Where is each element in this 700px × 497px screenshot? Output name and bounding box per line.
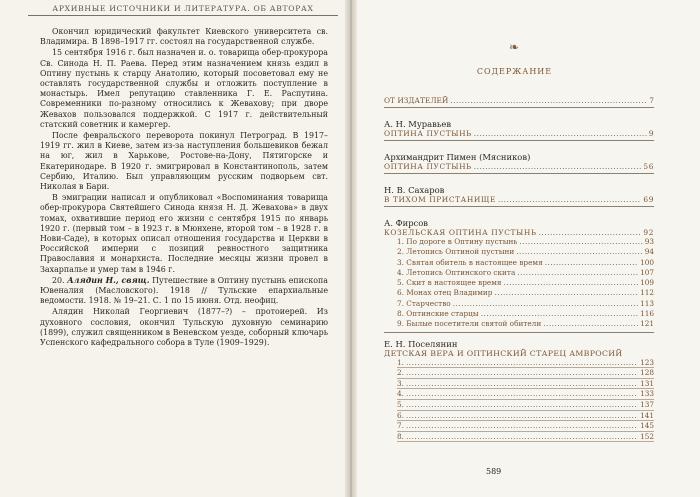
toc-page: 128 — [640, 368, 654, 378]
toc-label: 7. Старчество — [397, 298, 451, 308]
toc-leader — [406, 389, 638, 399]
toc-leader — [516, 247, 642, 257]
toc-label: 2. Летопись Оптиной пустыни — [397, 247, 515, 257]
toc-label: 5. — [397, 400, 404, 410]
bib-number: 20. — [52, 275, 65, 285]
toc-entry-from-publishers — [384, 96, 654, 105]
toc-subentry — [397, 389, 654, 400]
body-paragraph: Алядин Николай Георгиевич (1877–?) – протоиерей. Из духовного сословия, окончил Тульскую духовную семинарию (1899), служил священником в Веневском уезде, соборный ключарь Успенского кафедрального собора в Туле (1909–1929). — [40, 307, 328, 348]
toc-page: 152 — [640, 431, 654, 441]
contents-title: СОДЕРЖАНИЕ — [476, 67, 553, 76]
section-author: Н. В. Сахаров — [384, 185, 445, 195]
toc-label: ОПТИНА ПУСТЫНЬ — [384, 162, 472, 171]
toc-subentry — [397, 358, 654, 369]
toc-page: 107 — [640, 267, 654, 277]
toc-leader — [406, 411, 638, 421]
toc-page: 94 — [644, 247, 654, 257]
toc-subentry — [397, 411, 654, 422]
table-of-contents — [384, 96, 654, 442]
toc-subentry — [397, 247, 654, 257]
toc-leader — [498, 195, 641, 204]
toc-entry — [384, 195, 654, 204]
toc-page: 113 — [640, 298, 654, 308]
toc-subentry — [397, 400, 654, 411]
toc-subentry — [397, 268, 654, 278]
running-head: АРХИВНЫЕ ИСТОЧНИКИ И ЛИТЕРАТУРА. ОБ АВТОРАХ — [28, 4, 338, 16]
toc-leader — [504, 278, 639, 288]
toc-page: 69 — [643, 195, 654, 204]
toc-leader — [519, 237, 642, 247]
body-paragraph: Окончил юридический факультет Киевского университета св. Владимира. В 1898–1917 гг. состоял на государственной службе. — [40, 27, 328, 47]
toc-page: 141 — [640, 410, 654, 420]
section-author: А. Н. Муравьев — [384, 119, 452, 129]
divider — [384, 332, 654, 333]
toc-page: 7 — [649, 96, 654, 105]
toc-label: 2. — [397, 368, 404, 378]
toc-label: 1. — [397, 357, 404, 367]
body-paragraph: 15 сентября 1916 г. был назначен и. о. товарища обер-прокурора Св. Синода Н. П. Раева. Перед этим назначением князь ездил в Оптину пустынь к старцу Анатолию, который посоветовал ему не оставлять государственной службы и отложить поступление в монастырь. Имел репутацию ставленника Г. Е. Распутина. Современники по-разному относились к Жевахову; при дворе Жевахов пользовался поддержкой. С 1917 г. действительный статский советник и камергер. — [40, 48, 328, 129]
toc-subentry — [397, 278, 654, 288]
toc-page: 109 — [640, 278, 654, 288]
toc-section-poselyanin — [384, 339, 654, 443]
toc-page: 137 — [640, 400, 654, 410]
toc-leader — [543, 319, 638, 329]
toc-subentry — [397, 421, 654, 432]
toc-label: В ТИХОМ ПРИСТАНИЩЕ — [384, 195, 496, 204]
toc-subentry — [397, 368, 654, 379]
toc-subentry — [397, 319, 654, 329]
toc-leader — [545, 258, 638, 268]
fleuron-ornament-icon: ❧ — [509, 40, 520, 54]
toc-leader — [453, 299, 638, 309]
page-number: 589 — [486, 467, 502, 476]
toc-label: ОПТИНА ПУСТЫНЬ — [384, 129, 472, 138]
toc-leader — [474, 162, 642, 171]
toc-section — [384, 185, 654, 207]
toc-section-title: ДЕТСКАЯ ВЕРА И ОПТИНСКИЙ СТАРЕЦ АМВРОСИЙ — [384, 348, 623, 358]
toc-subentry — [397, 432, 654, 443]
toc-label: 3. Святая обитель в настоящее время — [397, 257, 543, 267]
toc-label: 8. Оптинские старцы — [397, 309, 479, 319]
toc-subentry — [397, 299, 654, 309]
toc-leader — [539, 228, 642, 237]
toc-entry — [384, 162, 654, 171]
toc-subentries — [384, 358, 654, 443]
toc-page: 93 — [644, 237, 654, 246]
body-paragraph: В эмиграции написал и опубликовал «Воспоминания товарища обер-прокурора Святейшего Синода князя Н. Д. Жевахова» в двух томах, охватившие период его жизни с сентября 1915 по январь 1920 г. (первый том – в 1923 г. в Мюнхене, второй том – в 1928 г. в Нови-Саде), в которых описал отношения государства и Церкви в Российской империи с позиций ревностного защитника Православия и монархиста. Последние месяцы жизни провел в Захарпалье и умер там в 1946 г. — [40, 193, 328, 274]
toc-section — [384, 119, 654, 141]
toc-leader — [481, 309, 638, 319]
toc-label: ОТ ИЗДАТЕЛЕЙ — [384, 96, 449, 105]
toc-subentry — [397, 309, 654, 319]
toc-label: 4. Летопись Оптинского скита — [397, 267, 516, 277]
toc-leader — [406, 379, 638, 389]
toc-subentry — [397, 237, 654, 247]
toc-entry — [384, 228, 654, 237]
divider — [384, 173, 654, 174]
divider — [384, 107, 654, 108]
toc-leader — [474, 129, 647, 138]
toc-page: 100 — [640, 257, 654, 267]
toc-subentry — [397, 258, 654, 268]
toc-page: 112 — [640, 288, 654, 298]
toc-section — [384, 152, 654, 174]
toc-subentry — [397, 379, 654, 390]
book-gutter — [345, 0, 357, 497]
toc-page: 116 — [640, 309, 654, 319]
toc-page: 9 — [648, 129, 654, 138]
toc-label: 8. — [397, 431, 404, 441]
bibliography-entry — [40, 276, 328, 307]
toc-subentries — [384, 237, 654, 330]
toc-page: 131 — [640, 378, 654, 388]
toc-label: 9. Былые посетители святой обители — [397, 319, 542, 329]
toc-label: 7. — [397, 421, 404, 431]
toc-leader — [406, 400, 638, 410]
toc-leader — [406, 368, 638, 378]
toc-page: 123 — [640, 357, 654, 367]
toc-leader — [406, 421, 638, 431]
left-page — [0, 0, 345, 497]
toc-entry — [384, 129, 654, 138]
toc-label: 5. Скит в настоящее время — [397, 278, 502, 288]
toc-leader — [517, 268, 638, 278]
divider — [384, 140, 654, 141]
toc-page: 145 — [640, 421, 654, 431]
divider — [384, 206, 654, 207]
section-author: А. Фирсов — [384, 218, 429, 228]
toc-subentry — [397, 288, 654, 298]
toc-label: 6. Монах отец Владимир — [397, 288, 493, 298]
toc-leader — [406, 432, 638, 442]
toc-page: 56 — [643, 162, 654, 171]
toc-page: 121 — [640, 319, 654, 329]
toc-section-firsov — [384, 218, 654, 333]
toc-label: 1. По дороге в Оптину пустынь — [397, 237, 518, 246]
bib-author: Алядин Н., свящ. — [67, 275, 150, 285]
toc-label: 6. — [397, 410, 404, 420]
toc-label: КОЗЕЛЬСКАЯ ОПТИНА ПУСТЫНЬ — [384, 228, 537, 237]
left-page-body — [40, 27, 328, 349]
toc-page: 92 — [643, 228, 654, 237]
toc-leader — [406, 358, 638, 368]
toc-label: 4. — [397, 389, 404, 399]
bib-text: Путешествие в Оптину пустынь епископа Ювеналия (Масловского). 1918 // Тульские епархиальные ведомости. 1918. № 19–21. С. 1 по 15 июня. Отд. неофиц. — [40, 275, 329, 306]
toc-label: 3. — [397, 378, 404, 388]
toc-page: 133 — [640, 389, 654, 399]
toc-leader — [494, 288, 638, 298]
toc-leader — [450, 96, 647, 105]
body-paragraph: После февральского переворота покинул Петроград. В 1917–1919 гг. жил в Киеве, затем из-за наступления большевиков бежал на юг, жил в Харькове, Ростове-на-Дону, Пятигорске и Екатеринодаре. В 1920 г. эмигрировал в Константинополь, затем Сербию, Италию. Был управляющим русским подворьем свт. Николая в Бари. — [40, 131, 328, 192]
section-author: Архимандрит Пимен (Мясников) — [384, 152, 531, 162]
section-author: Е. Н. Поселянин — [384, 338, 458, 349]
